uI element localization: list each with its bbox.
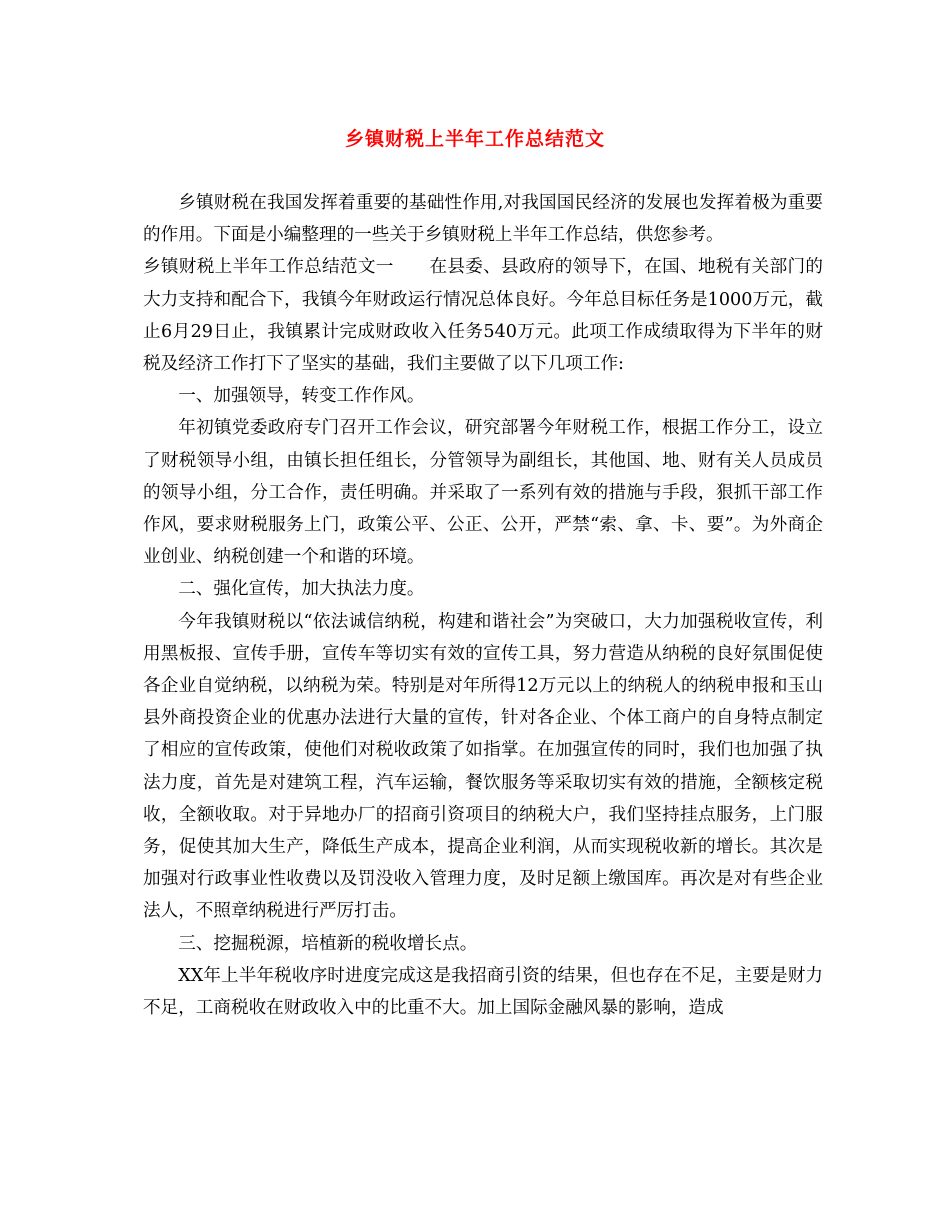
document-title: 乡镇财税上半年工作总结范文 — [344, 128, 605, 150]
document-body — [143, 187, 823, 1024]
paragraph-section-1: 年初镇党委政府专门召开工作会议，研究部署今年财税工作，根据工作分工，设立了财税领导小组，由镇长担任组长，分管领导为副组长，其他国、地、财有关人员成员的领导小组，分工合作，责任明确。并采取了一系列有效的措施与手段，狠抓干部工作作风，要求财税服务上门，政策公平、公正、公开，严禁“索、拿、卡、要”。为外商企业创业、纳税创建一个和谐的环境。 — [143, 418, 823, 568]
paragraph-intro: 乡镇财税在我国发挥着重要的基础性作用,对我国国民经济的发展也发挥着极为重要的作用。下面是小编整理的一些关于乡镇财税上半年工作总结，供您参考。 — [143, 193, 823, 246]
section-heading-1: 一、加强领导，转变工作作风。 — [178, 386, 425, 407]
paragraph-overview: 乡镇财税上半年工作总结范文一 在县委、县政府的领导下，在国、地税有关部门的大力支持和配合下，我镇今年财政运行情况总体良好。今年总目标任务是1000万元，截止6月29日止，我镇累计完成财政收入任务540万元。此项工作成绩取得为下半年的财税及经济工作打下了坚实的基础，我们主要做了以下几项工作: — [143, 257, 823, 375]
paragraph-section-3: XX年上半年税收序时进度完成这是我招商引资的结果，但也存在不足，主要是财力不足，工商税收在财政收入中的比重不大。加上国际金融风暴的影响，造成 — [143, 965, 823, 1019]
section-heading-2: 二、强化宣传，加大执法力度。 — [178, 579, 425, 600]
paragraph-section-2: 今年我镇财税以“依法诚信纳税，构建和谐社会”为突破口，大力加强税收宣传，利用黑板报、宣传手册，宣传车等切实有效的宣传工具，努力营造从纳税的良好氛围促使各企业自觉纳税，以纳税为荣。特别是对年所得12万元以上的纳税人的纳税申报和玉山县外商投资企业的优惠办法进行大量的宣传，针对各企业、个体工商户的自身特点制定了相应的宣传政策，使他们对税收政策了如指掌。在加强宣传的同时，我们也加强了执法力度，首先是对建筑工程，汽车运输，餐饮服务等采取切实有效的措施，全额核定税收，全额收取。对于异地办厂的招商引资项目的纳税大户，我们坚持挂点服务，上门服务，促使其加大生产，降低生产成本，提高企业利润，从而实现税收新的增长。其次是加强对行政事业性收费以及罚没收入管理力度，及时足额上缴国库。再次是对有些企业法人，不照章纳税进行严厉打击。 — [143, 611, 823, 922]
section-heading-3: 三、挖掘税源，培植新的税收增长点。 — [178, 933, 478, 954]
